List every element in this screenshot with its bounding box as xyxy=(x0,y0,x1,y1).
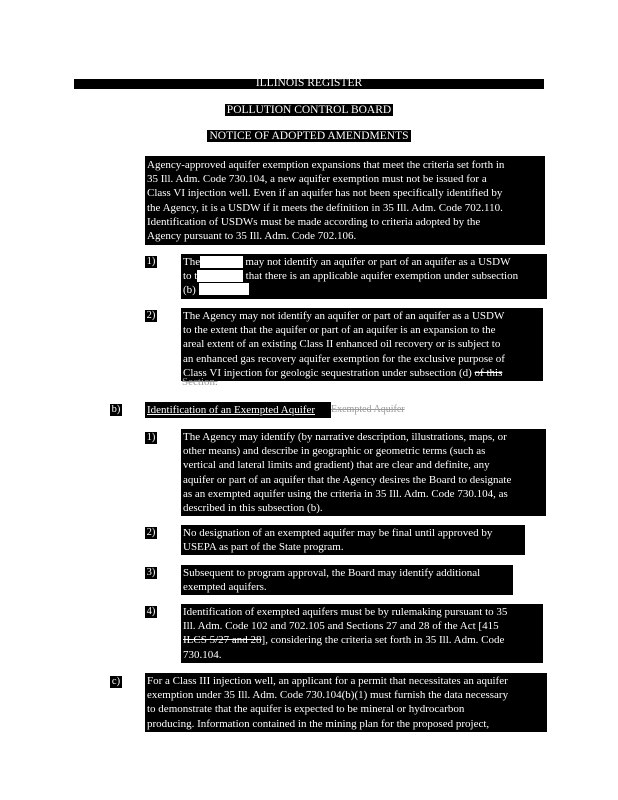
intro-line: Identification of USDWs must be made according to criteria adopted by the xyxy=(147,215,481,228)
item-label: 4) xyxy=(146,606,156,617)
line-end-block xyxy=(249,283,271,296)
item-b4-line: Ill. Adm. Code 102 and 702.105 and Sections 27 and 28 of the Act [415 xyxy=(183,620,499,633)
item-b1-paragraph xyxy=(181,429,546,516)
section-c-paragraph xyxy=(145,673,547,732)
section-label: c) xyxy=(111,676,121,687)
intro-paragraph xyxy=(145,156,545,245)
item-b4-line: Identification of exempted aquifers must be by rulemaking pursuant to 35 xyxy=(183,606,508,618)
item-a1-text: The xyxy=(183,256,201,268)
item-label: 2) xyxy=(146,527,156,538)
item-b1-line: other means) and describe in geographic or geometric terms (such as xyxy=(183,445,486,458)
struck-text: of this xyxy=(474,366,503,379)
item-b1-line: as an exempted aquifer using the criteria in 35 Ill. Adm. Code 730.104, as xyxy=(183,487,508,500)
item-b3-line: exempted aquifers. xyxy=(183,581,267,594)
struck-text: Section. xyxy=(182,376,218,388)
item-a2-line: an enhanced gas recovery aquifer exemption for the exclusive purpose of xyxy=(183,352,505,365)
redaction-gap: Agency xyxy=(200,256,243,268)
item-a1-text: to t xyxy=(183,270,198,283)
item-label: 1) xyxy=(146,432,156,443)
section-c-line: producing. Information contained in the mining plan for the proposed project, xyxy=(147,717,490,730)
item-b1-line: aquifer or part of an aquifer that the Agency desires the Board to designate xyxy=(183,473,512,486)
item-a2-line: to the extent that the aquifer or part of an aquifer is an expansion to the xyxy=(183,324,496,337)
intro-line: Agency pursuant to 35 Ill. Adm. Code 702.106. xyxy=(147,230,357,243)
register-title: ILLINOIS REGISTER xyxy=(255,77,363,89)
item-b1-line: described in this subsection (b). xyxy=(183,502,323,515)
item-b3-paragraph xyxy=(181,565,513,595)
item-a1-text: may not identify an aquifer or part of an aquifer as a USDW xyxy=(245,256,511,268)
intro-line: the Agency, it is a USDW if it meets the definition in 35 Ill. Adm. Code 702.110. xyxy=(147,201,503,214)
item-b4-line: ], considering the criteria set forth in 35 Ill. Adm. Code xyxy=(261,634,505,647)
item-b3-line: Subsequent to program approval, the Board may identify additional xyxy=(183,567,481,579)
redaction-gap: he extent xyxy=(197,270,243,283)
intro-line: Class VI injection well. Even if an aquifer has not been specifically identified by xyxy=(147,187,503,200)
notice-title: NOTICE OF ADOPTED AMENDMENTS xyxy=(209,130,409,142)
item-b2-line: USEPA as part of the State program. xyxy=(183,541,344,554)
item-a2-line: areal extent of an existing Class II enhanced oil recovery or is subject to xyxy=(183,338,501,351)
item-b2-paragraph xyxy=(181,525,525,555)
item-a2-paragraph xyxy=(181,308,543,381)
section-b-heading xyxy=(145,402,331,418)
section-c-line: exemption under 35 Ill. Adm. Code 730.104(b)(1) must furnish the data necessary xyxy=(147,689,509,702)
intro-line: 35 Ill. Adm. Code 730.104, a new aquifer exemption must not be issued for a xyxy=(147,173,487,186)
item-a2-line: The Agency may not identify an aquifer or part of an aquifer as a USDW xyxy=(183,310,505,322)
item-b4-paragraph xyxy=(181,604,543,663)
section-c-line: For a Class III injection well, an applicant for a permit that necessitates an aquifer xyxy=(147,675,508,687)
struck-text: ILCS 5/27 and 28 xyxy=(183,634,262,647)
item-a1-text: (b) xyxy=(183,284,196,297)
item-b4-line: 730.104. xyxy=(183,648,222,661)
struck-text: Exempted Aquifer xyxy=(331,404,405,415)
section-heading: Identification of an Exempted Aquifer xyxy=(147,404,315,416)
item-b2-line: No designation of an exempted aquifer may be final until approved by xyxy=(183,527,493,539)
item-a2-line: Class VI injection for geologic sequestration under subsection (d) xyxy=(183,366,472,379)
board-title: POLLUTION CONTROL BOARD xyxy=(226,104,392,116)
item-b1-line: The Agency may identify (by narrative description, illustrations, maps, or xyxy=(183,431,507,443)
redaction-gap xyxy=(199,283,249,295)
item-label: 3) xyxy=(146,567,156,578)
section-label: b) xyxy=(111,404,121,415)
item-b1-line: vertical and lateral limits and gradient) that are clear and definite, any xyxy=(183,459,490,472)
intro-line: Agency-approved aquifer exemption expansions that meet the criteria set forth in xyxy=(147,159,505,171)
section-c-line: to demonstrate that the aquifer is expected to be mineral or hydrocarbon xyxy=(147,703,465,716)
item-label: 1) xyxy=(146,256,156,267)
item-label: 2) xyxy=(146,310,156,321)
item-a1-text: that there is an applicable aquifer exemption under subsection xyxy=(245,270,519,283)
